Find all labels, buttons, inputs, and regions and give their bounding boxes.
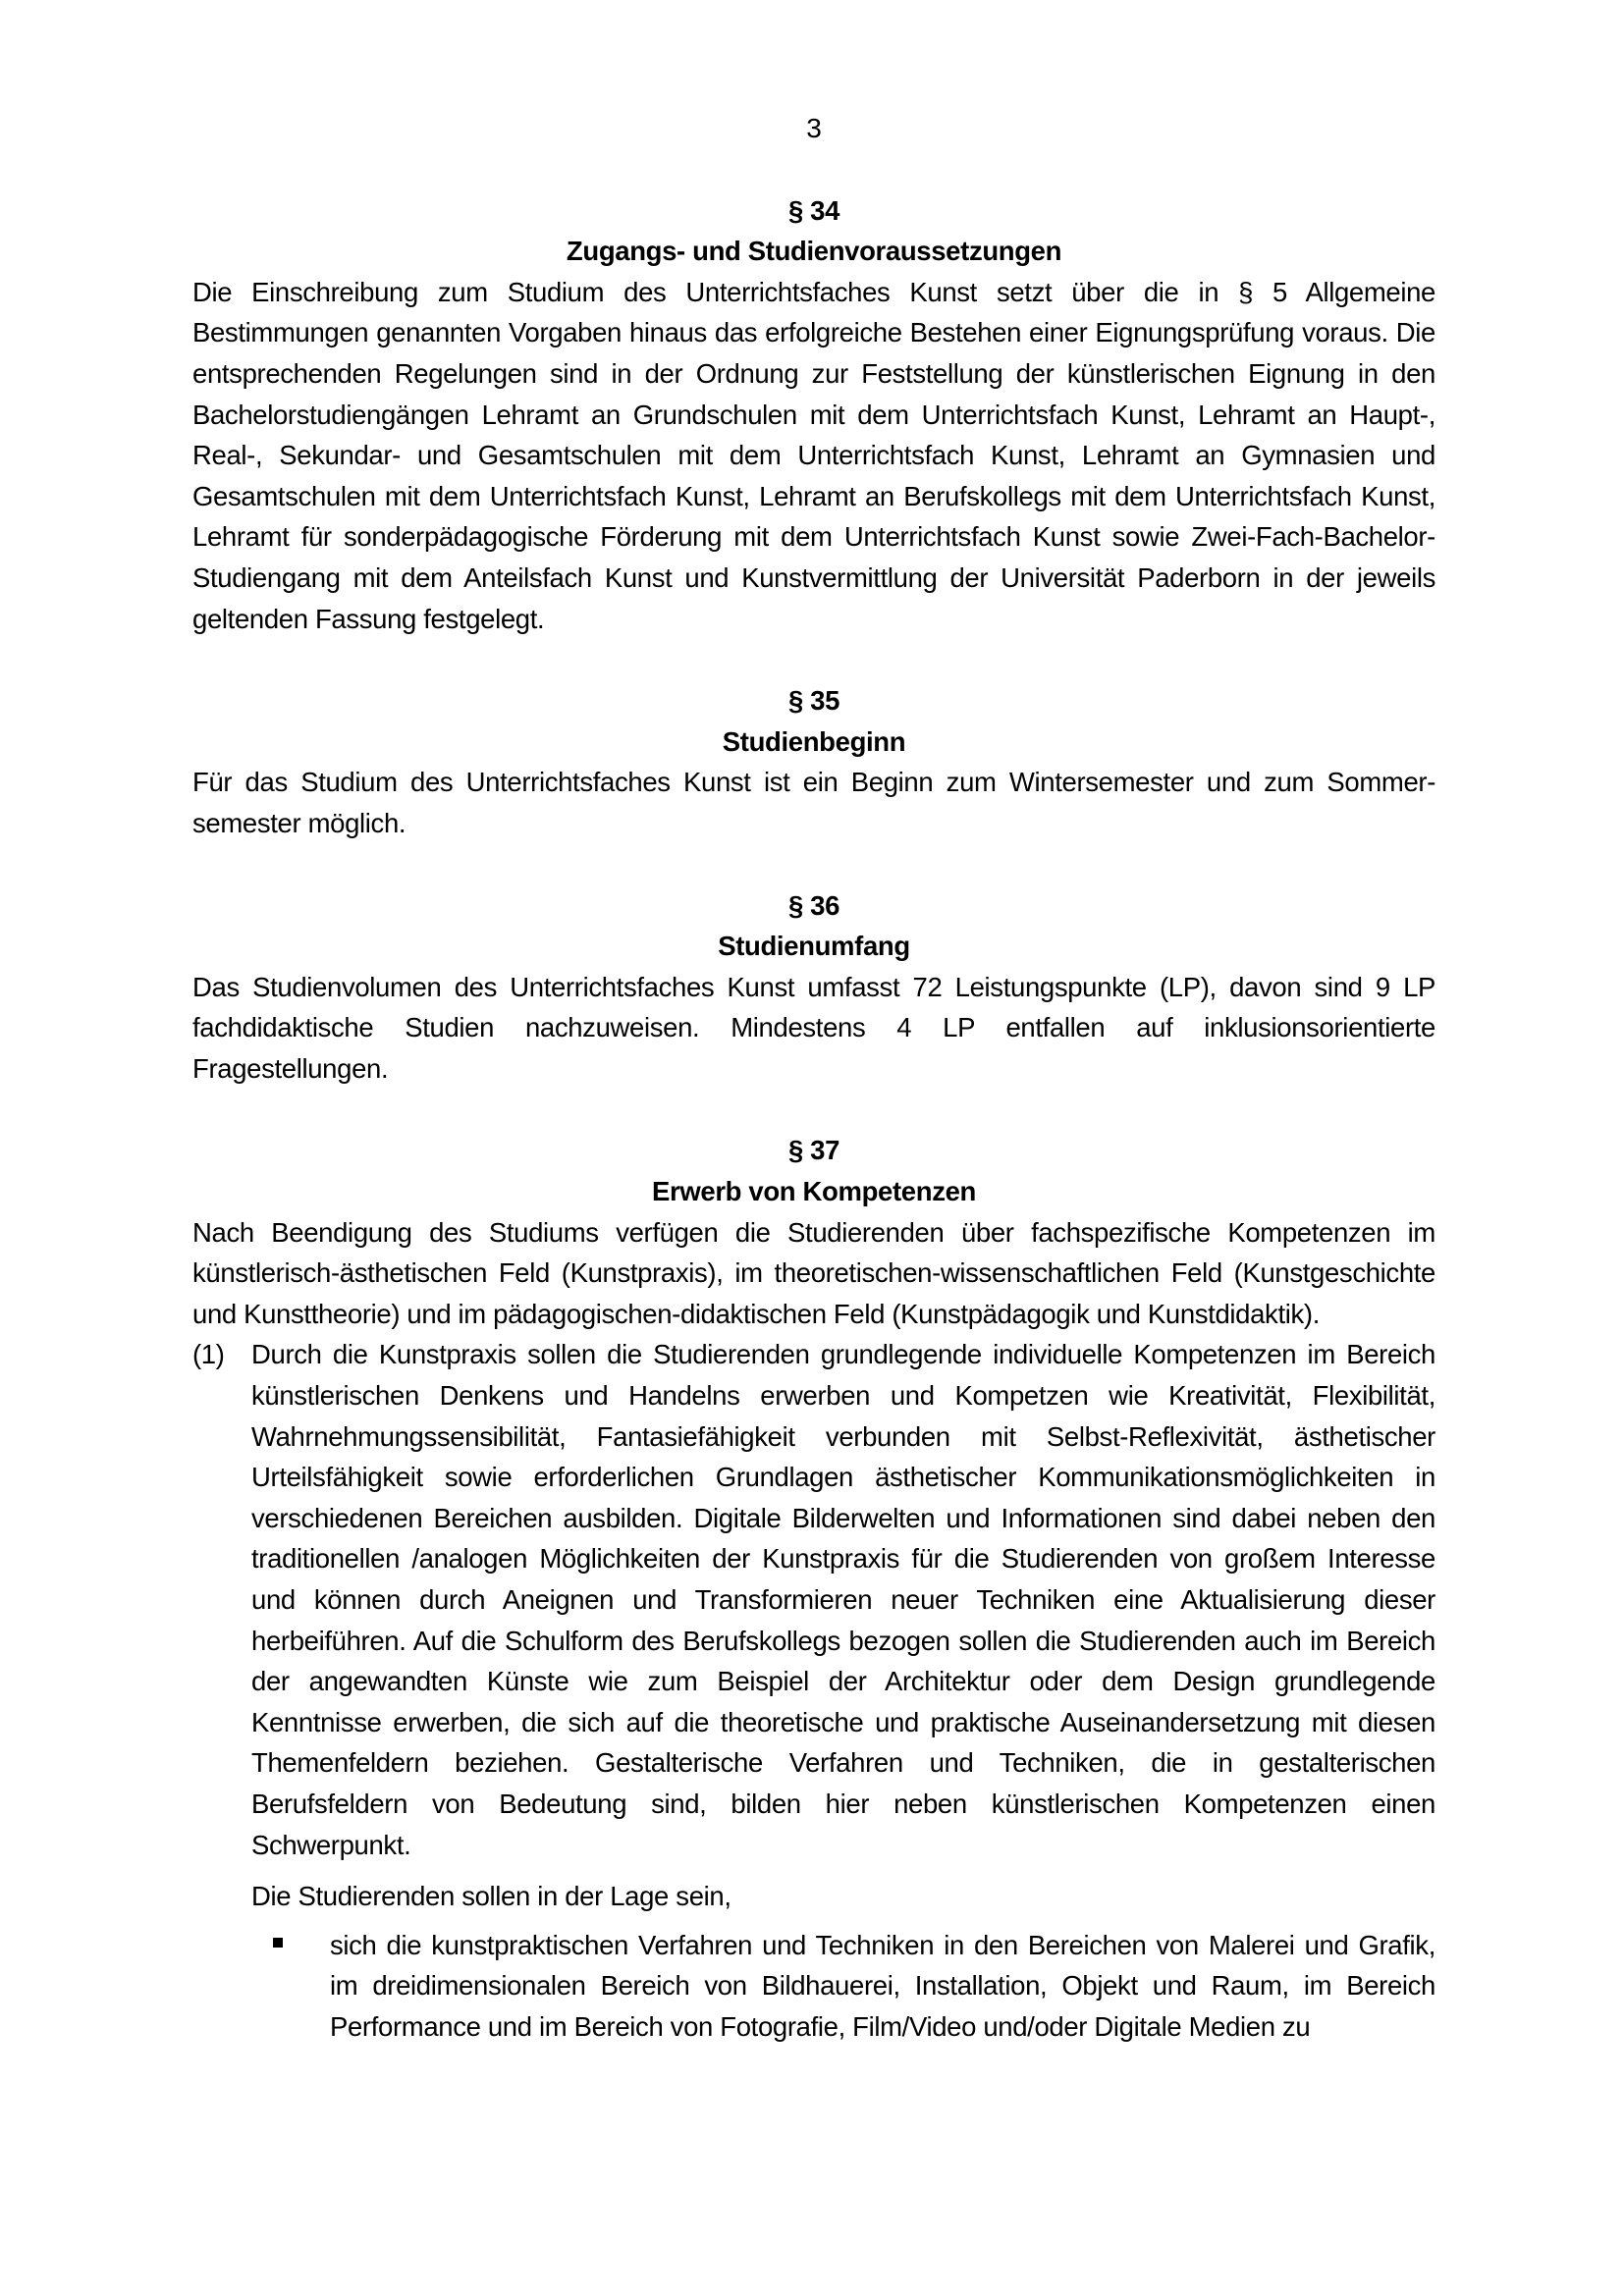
clause-lead: Die Studierenden sollen in der Lage sein,	[251, 1881, 731, 1912]
clause-body	[251, 1334, 1435, 2047]
section-title: Studienbeginn	[722, 725, 906, 757]
spacer	[192, 1089, 1435, 1130]
clause-paragraph: Durch die Kunstpraxis sollen die Studierenden grundlegende individuelle Kompetenzen im Bereich künstlerischen Denkens und Handelns erwerben und Kompetzen wie Kreativität, Flexibilität, Wahrnehmungssensibilität, Fantasiefähigkeit verbunden mit Selbst-Reflexivität, ästhetischer Urteilsfähigkeit sowie erforderlichen Grundlagen ästhetischer Kommunikationsmöglichkeiten in verschiedenen Bereichen ausbilden. Digitale Bilderwelten und Informationen sind dabei neben den traditionellen /analogen Möglichkeiten der Kunstpraxis für die Studierenden von großem Interesse und können durch Aneignen und Transformieren neuer Techniken eine Aktualisierung dieser herbeiführen. Auf die Schulform des Berufskollegs bezogen sollen die Studierenden auch im Bereich der angewandten Künste wie zum Beispiel der Architektur oder dem Design grundlegende Kenntnisse erwerben, die sich auf die theoretische und praktische Auseinandersetzung mit diesen Themenfeldern beziehen. Gestalterische Verfahren und Techniken, die in gestalterischen Berufsfeldern von Bedeutung sind, bilden hier neben künstlerischen Kompetenzen einen Schwerpunkt.	[251, 1339, 1435, 1860]
document-page	[192, 108, 1435, 2048]
section-paragraph: Nach Beendigung des Studiums verfügen die Studierenden über fachspezifische Kompetenzen im künstlerisch-ästhetischen Feld (Kunstpraxis), im theoretischen-wissenschaftlichen Feld (Kunstgeschichte und Kunsttheorie) und im pädagogischen-didaktischen Feld (Kunstpädagogik und Kunstdidaktik).	[192, 1216, 1435, 1329]
clause-number: (1)	[192, 1339, 225, 1370]
section-36	[192, 885, 1435, 1090]
section-heading	[192, 885, 1435, 967]
section-heading	[192, 1130, 1435, 1211]
section-title: Erwerb von Kompetenzen	[652, 1176, 976, 1207]
section-number: § 35	[787, 685, 840, 717]
section-37	[192, 1130, 1435, 2047]
section-35	[192, 680, 1435, 843]
page-number: 3	[806, 113, 822, 143]
spacer	[192, 639, 1435, 680]
spacer	[192, 844, 1435, 885]
section-number: § 37	[787, 1135, 840, 1166]
section-paragraph: Die Einschreibung zum Studium des Unterrichtsfaches Kunst setzt über die in § 5 Allgemeine Bestimmungen genannten Vorgaben hinaus das erfolgreiche Bestehen einer Eignungsprüfung voraus. Die entsprechenden Regelungen sind in der Ordnung zur Feststellung der künstlerischen Eignung in den Bachelorstudiengängen Lehramt an Grundschulen mit dem Unterrichtsfach Kunst, Lehramt an Haupt-, Real-, Sekundar- und Gesamtschulen mit dem Unterrichtsfach Kunst, Lehramt an Gymnasien und Gesamtschulen mit dem Unterrichtsfach Kunst, Lehramt an Berufskollegs mit dem Unterrichtsfach Kunst, Lehramt für sonderpädagogische Förderung mit dem Unterrichtsfach Kunst sowie Zwei-Fach-Bachelor-Studiengang mit dem Anteilsfach Kunst und Kunstvermittlung der Universität Paderborn in der jeweils geltenden Fassung festgelegt.	[192, 276, 1435, 634]
section-number: § 36	[787, 889, 840, 921]
section-heading	[192, 680, 1435, 762]
bullet-text: sich die kunstpraktischen Verfahren und Techniken in den Bereichen von Malerei und Grafik, im dreidimensionalen Bereich von Bildhauerei, Installation, Objekt und Raum, im Bereich Performance und im Bereich von Fotografie, Film/Video und/oder Digitale Medien zu	[330, 1929, 1435, 2042]
bullet-item	[271, 1925, 1435, 2048]
section-paragraph: Das Studienvolumen des Unterrichtsfaches Kunst umfasst 72 Leistungspunkte (LP), davon sind 9 LP fachdidaktische Studien nachzuweisen. Mindestens 4 LP entfallen auf inklusionsorientierte Fragestellungen.	[192, 971, 1435, 1084]
section-paragraph: Für das Studium des Unterrichtsfaches Kunst ist ein Beginn zum Wintersemester und zum Sommer-semester möglich.	[192, 767, 1435, 838]
square-bullet-icon	[271, 1925, 330, 2048]
numbered-clause	[192, 1334, 1435, 2047]
section-title: Zugangs- und Studienvoraussetzungen	[566, 236, 1062, 267]
section-heading	[192, 190, 1435, 272]
section-34	[192, 190, 1435, 640]
section-number: § 34	[787, 194, 840, 226]
section-title: Studienumfang	[718, 931, 910, 962]
